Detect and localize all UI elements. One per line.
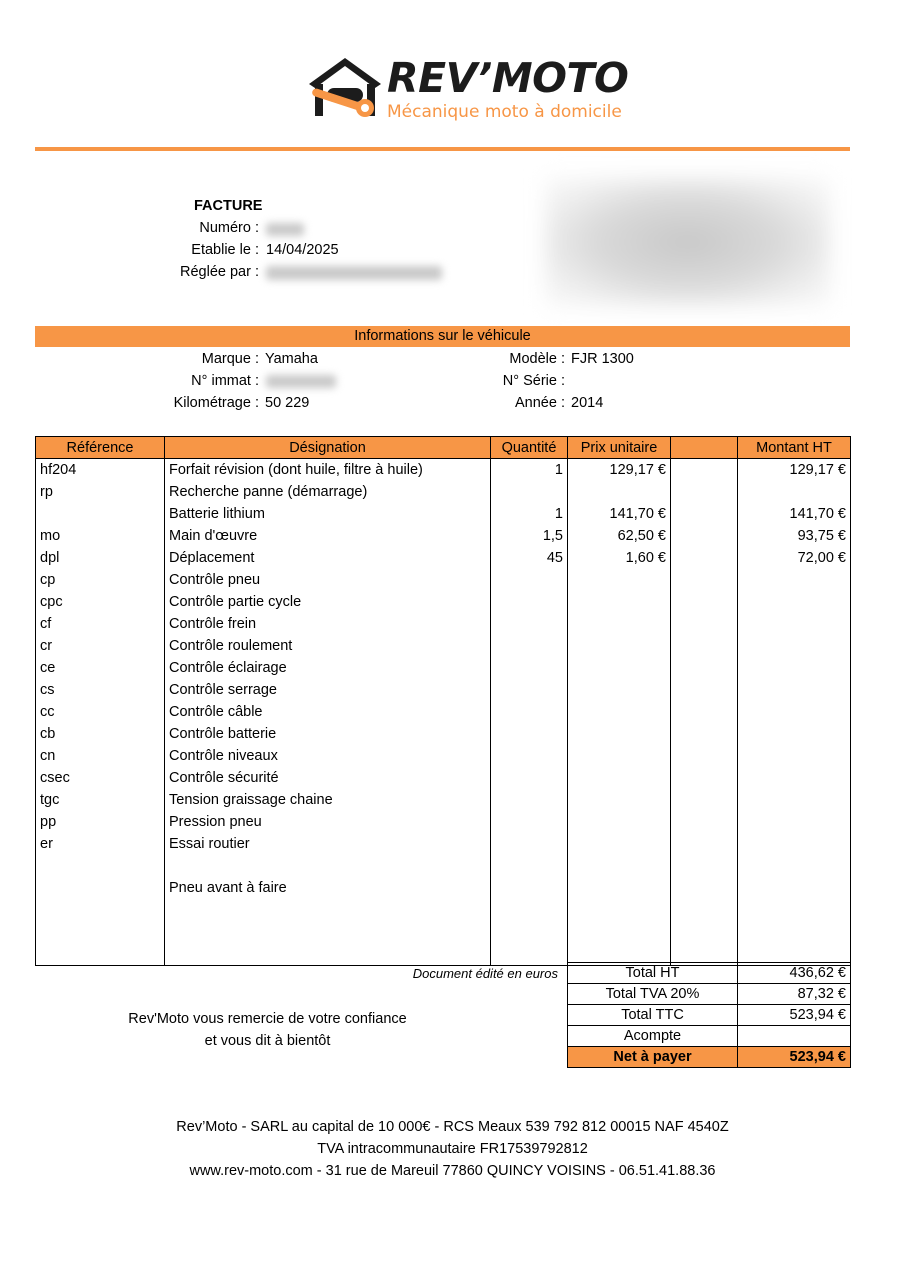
table-row <box>36 679 851 701</box>
payment-method-redacted <box>266 266 442 280</box>
cell-designation: Déplacement <box>165 547 491 569</box>
cell-reference: mo <box>36 525 165 547</box>
cell-reference <box>36 943 165 966</box>
cell-reference <box>36 877 165 899</box>
cell-empty <box>671 899 738 921</box>
brand-value: Yamaha <box>265 351 318 367</box>
cell-designation: Batterie lithium <box>165 503 491 525</box>
thanks-line-2: et vous dit à bientôt <box>204 1033 331 1049</box>
total-tva-value: 87,32 € <box>738 984 851 1005</box>
col-header-quantity: Quantité <box>491 437 568 459</box>
cell-amount <box>738 481 851 503</box>
net-to-pay-row <box>568 1047 851 1068</box>
cell-amount: 129,17 € <box>738 459 851 482</box>
col-header-unit-price: Prix unitaire <box>568 437 671 459</box>
cell-quantity <box>491 811 568 833</box>
table-row <box>36 789 851 811</box>
cell-designation: Tension graissage chaine <box>165 789 491 811</box>
deposit-value <box>738 1026 851 1047</box>
cell-unit-price: 141,70 € <box>568 503 671 525</box>
cell-empty <box>671 723 738 745</box>
cell-reference: cc <box>36 701 165 723</box>
cell-reference: ce <box>36 657 165 679</box>
cell-designation: Recherche panne (démarrage) <box>165 481 491 503</box>
garage-wrench-icon <box>305 54 385 122</box>
cell-amount <box>738 745 851 767</box>
cell-unit-price <box>568 635 671 657</box>
table-row <box>36 459 851 482</box>
cell-designation: Contrôle batterie <box>165 723 491 745</box>
cell-reference: csec <box>36 767 165 789</box>
cell-designation <box>165 921 491 943</box>
total-ttc-value: 523,94 € <box>738 1005 851 1026</box>
cell-designation: Essai routier <box>165 833 491 855</box>
cell-quantity <box>491 877 568 899</box>
cell-unit-price <box>568 789 671 811</box>
cell-reference: dpl <box>36 547 165 569</box>
cell-amount <box>738 635 851 657</box>
cell-designation: Contrôle partie cycle <box>165 591 491 613</box>
cell-empty <box>671 591 738 613</box>
cell-empty <box>671 789 738 811</box>
year-label: Année : <box>515 395 565 411</box>
cell-designation: Contrôle sécurité <box>165 767 491 789</box>
cell-amount <box>738 921 851 943</box>
cell-reference: cr <box>36 635 165 657</box>
brand-tagline: Mécanique moto à domicile <box>387 102 622 122</box>
cell-reference: cb <box>36 723 165 745</box>
cell-designation: Contrôle roulement <box>165 635 491 657</box>
table-row <box>36 811 851 833</box>
cell-empty <box>671 833 738 855</box>
company-logo <box>305 52 640 124</box>
cell-reference: er <box>36 833 165 855</box>
cell-amount <box>738 877 851 899</box>
table-row <box>36 635 851 657</box>
deposit-row <box>568 1026 851 1047</box>
table-row <box>36 481 851 503</box>
cell-empty <box>671 459 738 482</box>
cell-reference <box>36 855 165 877</box>
items-table <box>35 436 851 966</box>
cell-unit-price: 129,17 € <box>568 459 671 482</box>
year-value: 2014 <box>571 395 604 411</box>
net-to-pay-label: Net à payer <box>568 1047 738 1068</box>
cell-designation: Pneu avant à faire <box>165 877 491 899</box>
cell-amount <box>738 789 851 811</box>
cell-unit-price <box>568 877 671 899</box>
cell-empty <box>671 613 738 635</box>
cell-designation: Contrôle câble <box>165 701 491 723</box>
cell-unit-price <box>568 481 671 503</box>
cell-quantity <box>491 943 568 966</box>
thanks-message <box>90 1008 445 1052</box>
cell-amount <box>738 701 851 723</box>
table-row <box>36 591 851 613</box>
cell-unit-price <box>568 811 671 833</box>
table-row <box>36 921 851 943</box>
total-ttc-label: Total TTC <box>568 1005 738 1026</box>
cell-unit-price <box>568 855 671 877</box>
customer-address-redacted <box>545 178 830 306</box>
net-to-pay-value: 523,94 € <box>738 1047 851 1068</box>
cell-amount <box>738 833 851 855</box>
deposit-label: Acompte <box>568 1026 738 1047</box>
cell-empty <box>671 481 738 503</box>
cell-reference <box>36 503 165 525</box>
cell-empty <box>671 525 738 547</box>
cell-unit-price: 62,50 € <box>568 525 671 547</box>
cell-empty <box>671 503 738 525</box>
invoice-title: FACTURE <box>194 198 263 214</box>
serial-label: N° Série : <box>502 373 565 389</box>
cell-amount <box>738 591 851 613</box>
cell-empty <box>671 767 738 789</box>
col-header-designation: Désignation <box>165 437 491 459</box>
cell-unit-price <box>568 767 671 789</box>
cell-reference: cs <box>36 679 165 701</box>
mileage-value: 50 229 <box>265 395 310 411</box>
cell-amount: 93,75 € <box>738 525 851 547</box>
col-header-empty <box>671 437 738 459</box>
invoice-date-value: 14/04/2025 <box>266 242 339 258</box>
cell-designation: Pression pneu <box>165 811 491 833</box>
table-row <box>36 899 851 921</box>
cell-empty <box>671 745 738 767</box>
cell-empty <box>671 701 738 723</box>
payment-method-label: Réglée par : <box>180 264 259 280</box>
cell-designation: Main d'œuvre <box>165 525 491 547</box>
cell-quantity <box>491 723 568 745</box>
cell-unit-price: 1,60 € <box>568 547 671 569</box>
cell-designation <box>165 943 491 966</box>
table-row <box>36 701 851 723</box>
table-row <box>36 569 851 591</box>
cell-unit-price <box>568 833 671 855</box>
table-row <box>36 547 851 569</box>
footer-legal: Rev’Moto - SARL au capital de 10 000€ - RCS Meaux 539 792 812 00015 NAF 4540Z <box>176 1119 729 1135</box>
invoice-date-label: Etablie le : <box>191 242 259 258</box>
table-row <box>36 613 851 635</box>
cell-unit-price <box>568 591 671 613</box>
cell-unit-price <box>568 899 671 921</box>
cell-reference: cf <box>36 613 165 635</box>
brand-name: REV’MOTO <box>387 54 629 102</box>
table-row <box>36 767 851 789</box>
cell-empty <box>671 877 738 899</box>
cell-reference: cp <box>36 569 165 591</box>
total-ht-label: Total HT <box>568 963 738 984</box>
cell-amount <box>738 767 851 789</box>
cell-amount <box>738 569 851 591</box>
cell-designation: Contrôle éclairage <box>165 657 491 679</box>
cell-reference: tgc <box>36 789 165 811</box>
cell-designation: Forfait révision (dont huile, filtre à huile) <box>165 459 491 482</box>
cell-empty <box>671 855 738 877</box>
cell-unit-price <box>568 657 671 679</box>
vehicle-section-title: Informations sur le véhicule <box>354 328 531 344</box>
cell-unit-price <box>568 569 671 591</box>
cell-unit-price <box>568 679 671 701</box>
cell-quantity <box>491 613 568 635</box>
mileage-label: Kilométrage : <box>173 395 259 411</box>
cell-unit-price <box>568 723 671 745</box>
model-label: Modèle : <box>509 351 565 367</box>
total-ht-row <box>568 963 851 984</box>
company-footer <box>0 1116 905 1182</box>
cell-empty <box>671 547 738 569</box>
cell-designation <box>165 855 491 877</box>
footer-contact: www.rev-moto.com - 31 rue de Mareuil 77860 QUINCY VOISINS - 06.51.41.88.36 <box>189 1163 716 1179</box>
cell-quantity <box>491 701 568 723</box>
cell-amount <box>738 811 851 833</box>
table-row <box>36 877 851 899</box>
table-row <box>36 525 851 547</box>
cell-designation: Contrôle frein <box>165 613 491 635</box>
cell-quantity <box>491 481 568 503</box>
cell-amount: 141,70 € <box>738 503 851 525</box>
registration-label: N° immat : <box>191 373 259 389</box>
cell-quantity <box>491 855 568 877</box>
table-row <box>36 855 851 877</box>
total-ht-value: 436,62 € <box>738 963 851 984</box>
cell-designation <box>165 899 491 921</box>
cell-quantity: 1 <box>491 503 568 525</box>
col-header-amount: Montant HT <box>738 437 851 459</box>
cell-empty <box>671 921 738 943</box>
table-row <box>36 833 851 855</box>
total-tva-row <box>568 984 851 1005</box>
cell-empty <box>671 657 738 679</box>
cell-reference: cn <box>36 745 165 767</box>
cell-amount <box>738 657 851 679</box>
cell-unit-price <box>568 745 671 767</box>
cell-reference <box>36 921 165 943</box>
cell-reference: pp <box>36 811 165 833</box>
table-row <box>36 657 851 679</box>
cell-quantity: 1,5 <box>491 525 568 547</box>
cell-unit-price <box>568 613 671 635</box>
cell-amount <box>738 723 851 745</box>
items-table-header <box>36 437 851 459</box>
cell-unit-price <box>568 701 671 723</box>
cell-reference: cpc <box>36 591 165 613</box>
cell-amount: 72,00 € <box>738 547 851 569</box>
vehicle-section-header <box>35 326 850 347</box>
cell-empty <box>671 679 738 701</box>
currency-note: Document édité en euros <box>412 966 558 981</box>
cell-quantity <box>491 789 568 811</box>
cell-quantity <box>491 921 568 943</box>
cell-quantity <box>491 745 568 767</box>
table-row <box>36 745 851 767</box>
table-row <box>36 723 851 745</box>
col-header-reference: Référence <box>36 437 165 459</box>
cell-quantity <box>491 767 568 789</box>
cell-amount <box>738 613 851 635</box>
cell-empty <box>671 569 738 591</box>
cell-designation: Contrôle niveaux <box>165 745 491 767</box>
cell-quantity: 1 <box>491 459 568 482</box>
cell-reference: hf204 <box>36 459 165 482</box>
cell-designation: Contrôle pneu <box>165 569 491 591</box>
invoice-number-redacted <box>266 223 304 236</box>
cell-designation: Contrôle serrage <box>165 679 491 701</box>
total-tva-label: Total TVA 20% <box>568 984 738 1005</box>
cell-amount <box>738 855 851 877</box>
cell-quantity: 45 <box>491 547 568 569</box>
cell-reference <box>36 899 165 921</box>
cell-quantity <box>491 679 568 701</box>
cell-empty <box>671 811 738 833</box>
cell-quantity <box>491 635 568 657</box>
header-divider <box>35 147 850 151</box>
cell-quantity <box>491 899 568 921</box>
footer-vat: TVA intracommunautaire FR17539792812 <box>317 1141 588 1157</box>
model-value: FJR 1300 <box>571 351 634 367</box>
totals-table <box>567 962 851 1068</box>
cell-unit-price <box>568 921 671 943</box>
brand-label: Marque : <box>201 351 259 367</box>
cell-quantity <box>491 569 568 591</box>
cell-quantity <box>491 657 568 679</box>
cell-quantity <box>491 591 568 613</box>
cell-empty <box>671 635 738 657</box>
table-row <box>36 503 851 525</box>
invoice-number-label: Numéro : <box>199 220 259 236</box>
total-ttc-row <box>568 1005 851 1026</box>
cell-amount <box>738 679 851 701</box>
cell-amount <box>738 899 851 921</box>
registration-redacted <box>266 375 336 388</box>
cell-reference: rp <box>36 481 165 503</box>
thanks-line-1: Rev'Moto vous remercie de votre confiance <box>128 1011 407 1027</box>
cell-quantity <box>491 833 568 855</box>
